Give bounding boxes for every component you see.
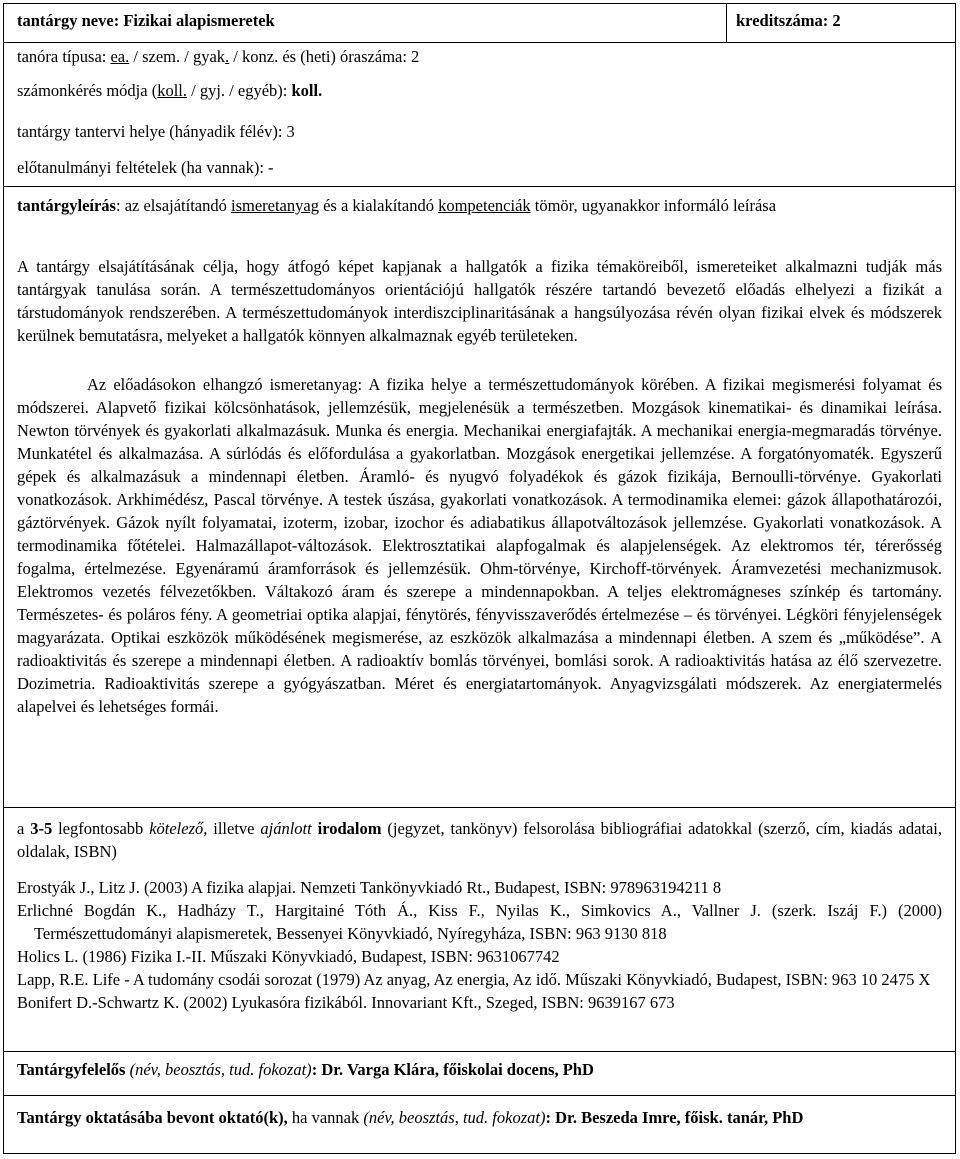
- session-type-ea: ea.: [110, 47, 130, 66]
- description-label: tantárgyleírás: [17, 196, 116, 215]
- instructors-colon: :: [545, 1108, 551, 1127]
- course-name-label: tantárgy neve:: [17, 11, 120, 30]
- instructors-text: ha vannak: [287, 1108, 364, 1127]
- instructors-value: Dr. Beszeda Imre, főisk. tanár, PhD: [550, 1108, 804, 1127]
- description-text: tömör, ugyanakkor informáló leírása: [530, 196, 777, 215]
- description-ismeretanyag: ismeretanyag: [230, 196, 319, 215]
- divider: [4, 1051, 955, 1052]
- literature-required: kötelező,: [149, 819, 208, 838]
- assessment-koll: koll.: [157, 81, 187, 100]
- literature-count: 3-5: [30, 819, 53, 838]
- course-name: Fizikai alapismeretek: [123, 11, 275, 30]
- reference-item: Erlichné Bogdán K., Hadházy T., Hargitainé Tóth Á., Kiss F., Nyilas K., Simkovics A., Vallner J. (szerk. Iszáj F.) (2000) Természettudományi alapismeretek, Bessenyei Könyvkiadó, Nyíregyháza, ISBN: 963 9130 818: [17, 901, 942, 943]
- literature-text: a: [17, 819, 31, 838]
- session-type-options: / szem. / gyak: [129, 47, 226, 66]
- session-hours: / konz. és (heti) óraszáma: 2: [229, 47, 420, 66]
- literature-word: irodalom: [317, 819, 382, 838]
- description-text: és a kialakítandó: [318, 196, 439, 215]
- session-type-dot: .: [225, 47, 230, 66]
- reference-item: Lapp, R.E. Life - A tudomány csodái sorozat (1979) Az anyag, Az energia, Az idő. Műszaki Könyvkiadó, Budapest, ISBN: 963 10 2475 X: [17, 970, 931, 989]
- goal-paragraph: A tantárgy elsajátításának célja, hogy átfogó képet kapjanak a hallgatók a fizika témaköreiből, ismereteiket alkalmazni tudják más tantárgyak tanulása során. A természettudományos orientációjú hallgatók részére tartandó bevezető előadás elhelyezi a fizikát a társtudományok rendszerében. A természettudományok interdiszciplinaritásának a hangsúlyozása révén olyan fizikai elvek és módszerek kerülnek bemutatásra, melyeket a hallgatók könnyen alkalmaznak egyéb területeken.: [17, 257, 942, 345]
- assessment-row: [4, 79, 955, 102]
- reference-item: Bonifert D.-Schwartz K. (2002) Lyukasóra fizikából. Innovariant Kft., Szeged, ISBN: 9639167 673: [17, 993, 675, 1012]
- reference-list: [4, 876, 955, 1014]
- instructors-hint: (név, beosztás, tud. fokozat): [363, 1108, 546, 1127]
- divider: [4, 807, 955, 808]
- prerequisites: előtanulmányi feltételek (ha vannak): -: [17, 158, 274, 177]
- description-heading: [4, 194, 955, 217]
- responsible-label: Tantárgyfelelős: [17, 1060, 126, 1079]
- reference-item: Erostyák J., Litz J. (2003) A fizika alapjai. Nemzeti Tankönyvkiadó Rt., Budapest, ISBN: 978963194211 8: [17, 878, 722, 897]
- credits-label: kreditszáma:: [736, 11, 829, 30]
- assessment-label: számonkérés módja (: [17, 81, 158, 100]
- literature-heading: [4, 817, 955, 863]
- content-paragraph: Az előadásokon elhangzó ismeretanyag: A fizika helye a természettudományok körében. A fizikai megismerési folyamat és módszerei. Alapvető fizikai kölcsönhatások, jellemzésük, megjelenésük a természetben. Mozgások kinematikai- és dinamikai leírása. Newton törvények és gyakorlati alkalmazásuk. Munka és energia. Mechanikai energiafajták. A mechanikai energia-megmaradás törvénye. Munkatétel és alkalmazása. A súrlódás és előfordulása a gyakorlatban. Mozgások energetikai jellemzése. A forgatónyomaték. Egyszerű gépek és alkalmazásuk a mindennapi életben. Áramló- és nyugvó folyadékok és gázok fizikája, Bernoulli-törvénye. Gyakorlati vonatkozások. Arkhimédész, Pascal törvénye. A testek úszása, gyakorlati vonatkozások. A termodinamika elemei: gázok állapothatározói, gáztörvények. Gázok nyílt folyamatai, izoterm, izobar, izochor és adiabatikus állapotváltozások jellemzése. Gyakorlati vonatkozások. A termodinamika főtételei. Halmazállapot-változások. Elektrosztatikai alapfogalmak és alapjelenségek. Az elektromos tér, térerősség fogalma, értelmezése. Egyenáramú áramforrások és jellemzésük. Ohm-törvénye, Kirchoff-törvények. Áramvezetési mechanizmusok. Elektromos vezetés félvezetőkben. Váltakozó áram és szerepe a mindennapokban. A teljes elektromágneses színkép és tartomány. Természetes- és poláros fény. A geometriai optika alapjai, fénytörés, fényvisszaverődés értelmezése – és törvényei. Légköri fényjelenségek magyarázata. Optikai eszközök működésének megismerése, az eszközök alkalmazása a mindennapi életben. A szem és „működése”. A radioaktivitás és szerepe a mindennapi életben. A radioaktív bomlás törvényei, bomlási sorok. A radioaktivitás hatása az élő szervezetre. Dozimetria. Radioaktivitás szerepe a gyógyászatban. Méret és energiatartományok. Anyagvizsgálati módszerek. Az energiatermelés alapelvei és lehetséges formái.: [17, 375, 942, 716]
- description-kompetenciak: kompetenciák: [438, 196, 531, 215]
- reference-item: Holics L. (1986) Fizika I.-II. Műszaki Könyvkiadó, Budapest, ISBN: 9631067742: [17, 947, 560, 966]
- responsible-hint: (név, beosztás, tud. fokozat): [129, 1060, 312, 1079]
- responsible-colon: :: [311, 1060, 318, 1079]
- literature-text: legfontosabb: [52, 819, 150, 838]
- instructors-row: [4, 1106, 955, 1129]
- assessment-options: / gyj. / egyéb):: [187, 81, 292, 100]
- session-type-label: tanóra típusa:: [17, 47, 107, 66]
- course-description-table: [3, 3, 956, 1154]
- divider: [4, 1095, 955, 1096]
- credits-cell: [736, 9, 936, 32]
- literature-text: (jegyzet, tankönyv) felsorolása bibliográfiai adatokkal (szerző, cím, kiadás adatai, oldalak, ISBN): [17, 819, 943, 861]
- description-text: : az elsajátítandó: [115, 196, 231, 215]
- responsible-row: [4, 1058, 955, 1081]
- instructors-label: Tantárgy oktatásába bevont oktató(k),: [17, 1108, 288, 1127]
- session-type-row: [4, 45, 955, 68]
- header-cell-divider: [726, 4, 727, 42]
- curriculum-place: tantárgy tantervi helye (hányadik félév): 3: [17, 122, 295, 141]
- credits-value: 2: [832, 11, 841, 30]
- literature-text: illetve: [207, 819, 261, 838]
- divider: [4, 42, 955, 43]
- literature-recommended: ajánlott: [260, 819, 312, 838]
- assessment-value: koll.: [291, 81, 323, 100]
- divider: [4, 186, 955, 187]
- responsible-value: Dr. Varga Klára, főiskolai docens, PhD: [317, 1060, 594, 1079]
